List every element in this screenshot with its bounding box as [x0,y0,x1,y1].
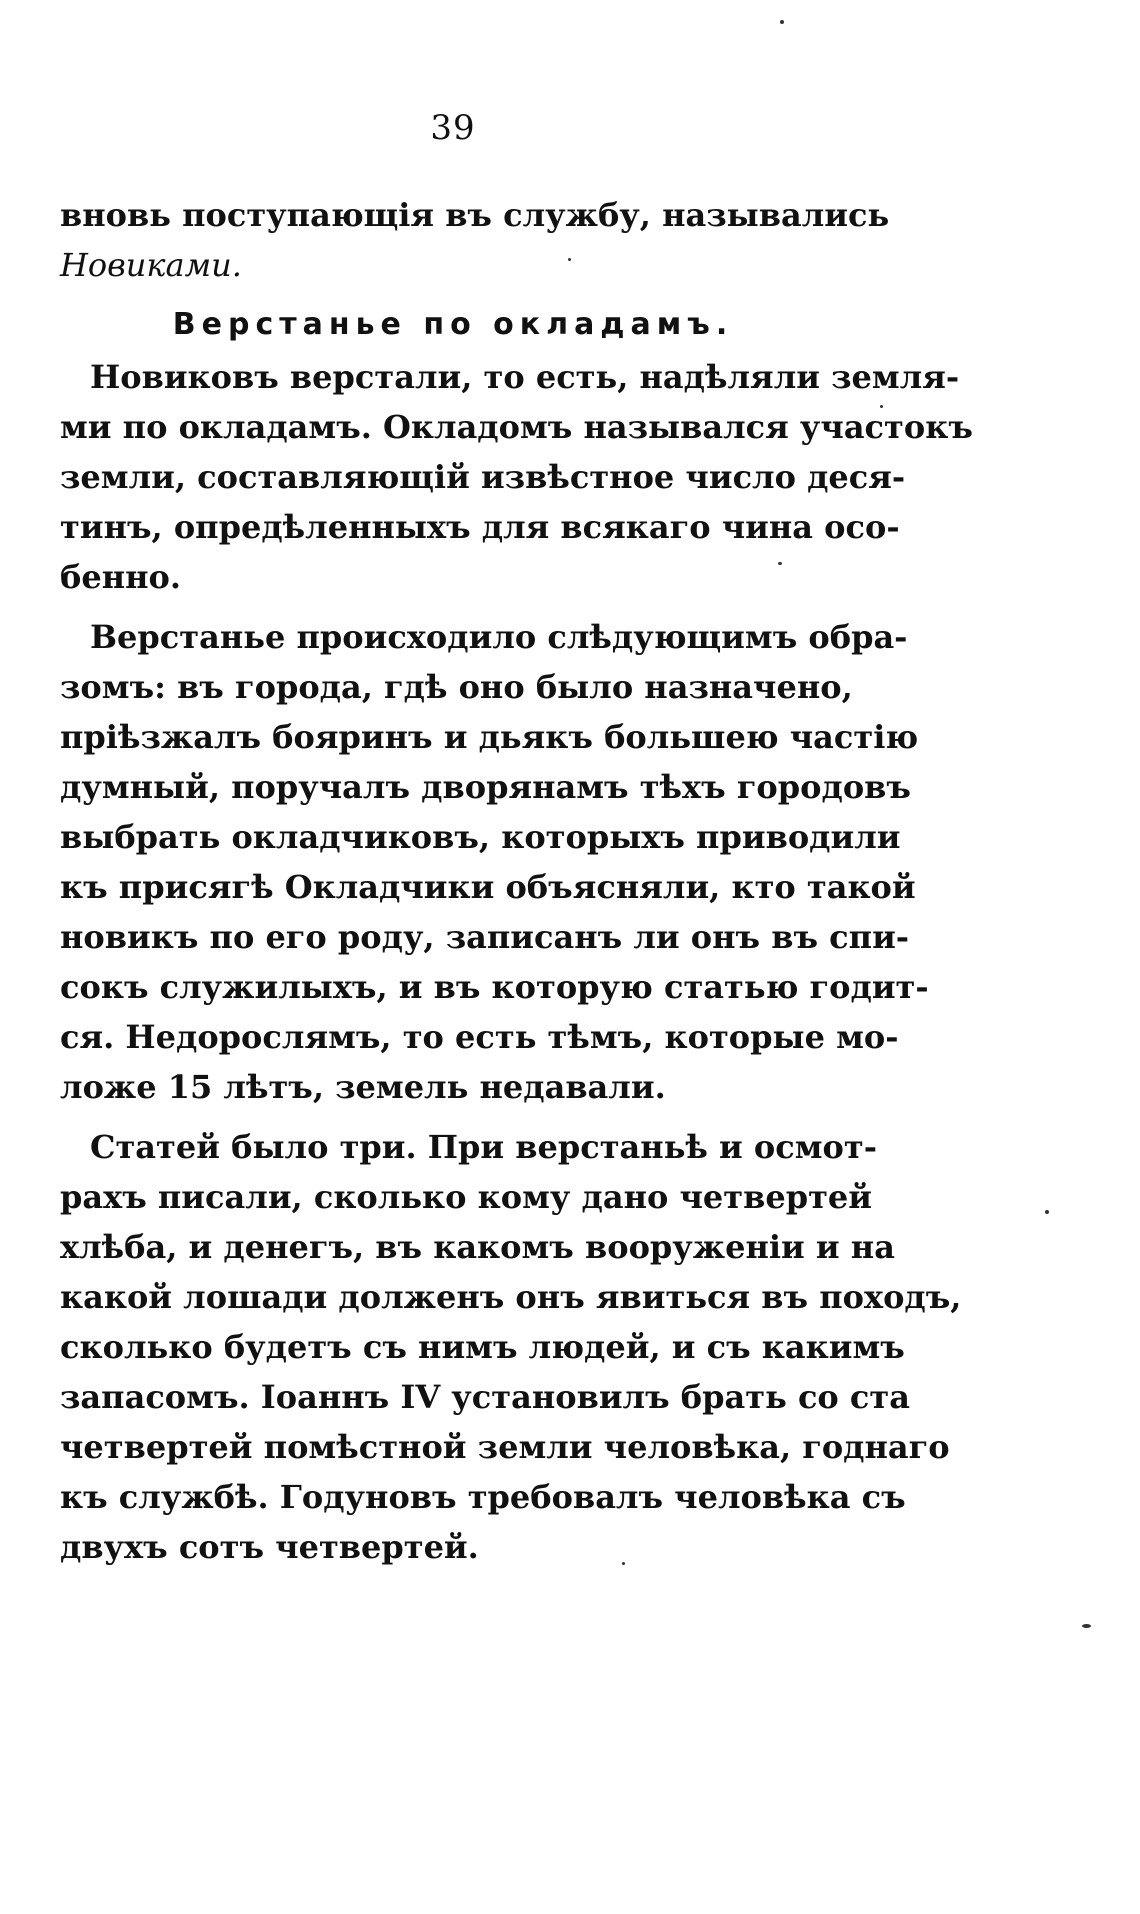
scan-speck [1045,1210,1049,1214]
opening-paragraph [60,190,890,290]
text-line: бенно. [60,558,182,596]
text-line: вновь поступающія въ службу, назывались [60,196,890,234]
text-line: Статей было три. При верстаньѣ и осмот- [90,1128,877,1166]
text-line: новикъ по его роду, записанъ ли онъ въ спи- [60,918,910,956]
scan-speck [568,258,571,261]
text-line: пріѣзжалъ бояринъ и дьякъ большею частію [60,718,919,756]
text-line: запасомъ. Іоаннъ IV установилъ брать со ста [60,1378,910,1416]
text-line: земли, составляющій извѣстное число деся- [60,458,906,496]
text-line: двухъ сотъ четвертей. [60,1528,479,1566]
text-line: рахъ писали, сколько кому дано четвертей [60,1178,872,1216]
scan-speck [778,562,782,565]
text-line: тинъ, опредѣленныхъ для всякаго чина осо- [60,508,900,546]
text-line: сколько будетъ съ нимъ людей, и съ какимъ [60,1328,905,1366]
italic-term-novikami: Новиками. [60,246,242,284]
paragraph-2 [60,612,929,1112]
paragraph-1 [60,352,973,602]
text-line: Новиковъ верстали, то есть, надѣляли земля- [90,358,960,396]
section-heading: Верстанье по окладамъ. [172,307,734,342]
text-line: сокъ служилыхъ, и въ которую статью годит- [60,968,929,1006]
text-line: четвертей помѣстной земли человѣка, годнаго [60,1428,950,1466]
text-line: думный, поручалъ дворянамъ тѣхъ городовъ [60,768,911,806]
text-line: къ службѣ. Годуновъ требовалъ человѣка съ [60,1478,906,1516]
page-number: 39 [430,108,476,148]
text-line: хлѣба, и денегъ, въ какомъ вооруженіи и на [60,1228,895,1266]
text-line: къ присягѣ Окладчики объясняли, кто такой [60,868,916,906]
text-line: ложе 15 лѣтъ, земель недавали. [60,1068,666,1106]
text-line: зомъ: въ города, гдѣ оно было назначено, [60,668,853,706]
page-body-text [60,190,973,1582]
text-line: ся. Недорослямъ, то есть тѣмъ, которые мо- [60,1018,899,1056]
scan-speck [780,20,784,24]
scan-speck [880,405,883,408]
text-line: ми по окладамъ. Окладомъ назывался участокъ [60,408,973,446]
scan-speck [1082,1624,1091,1628]
text-line: Верстанье происходило слѣдующимъ обра- [90,618,908,656]
paragraph-3 [60,1122,962,1572]
text-line: какой лошади долженъ онъ явиться въ походъ, [60,1278,962,1316]
scan-speck [622,1562,625,1565]
text-line: выбрать окладчиковъ, которыхъ приводили [60,818,901,856]
